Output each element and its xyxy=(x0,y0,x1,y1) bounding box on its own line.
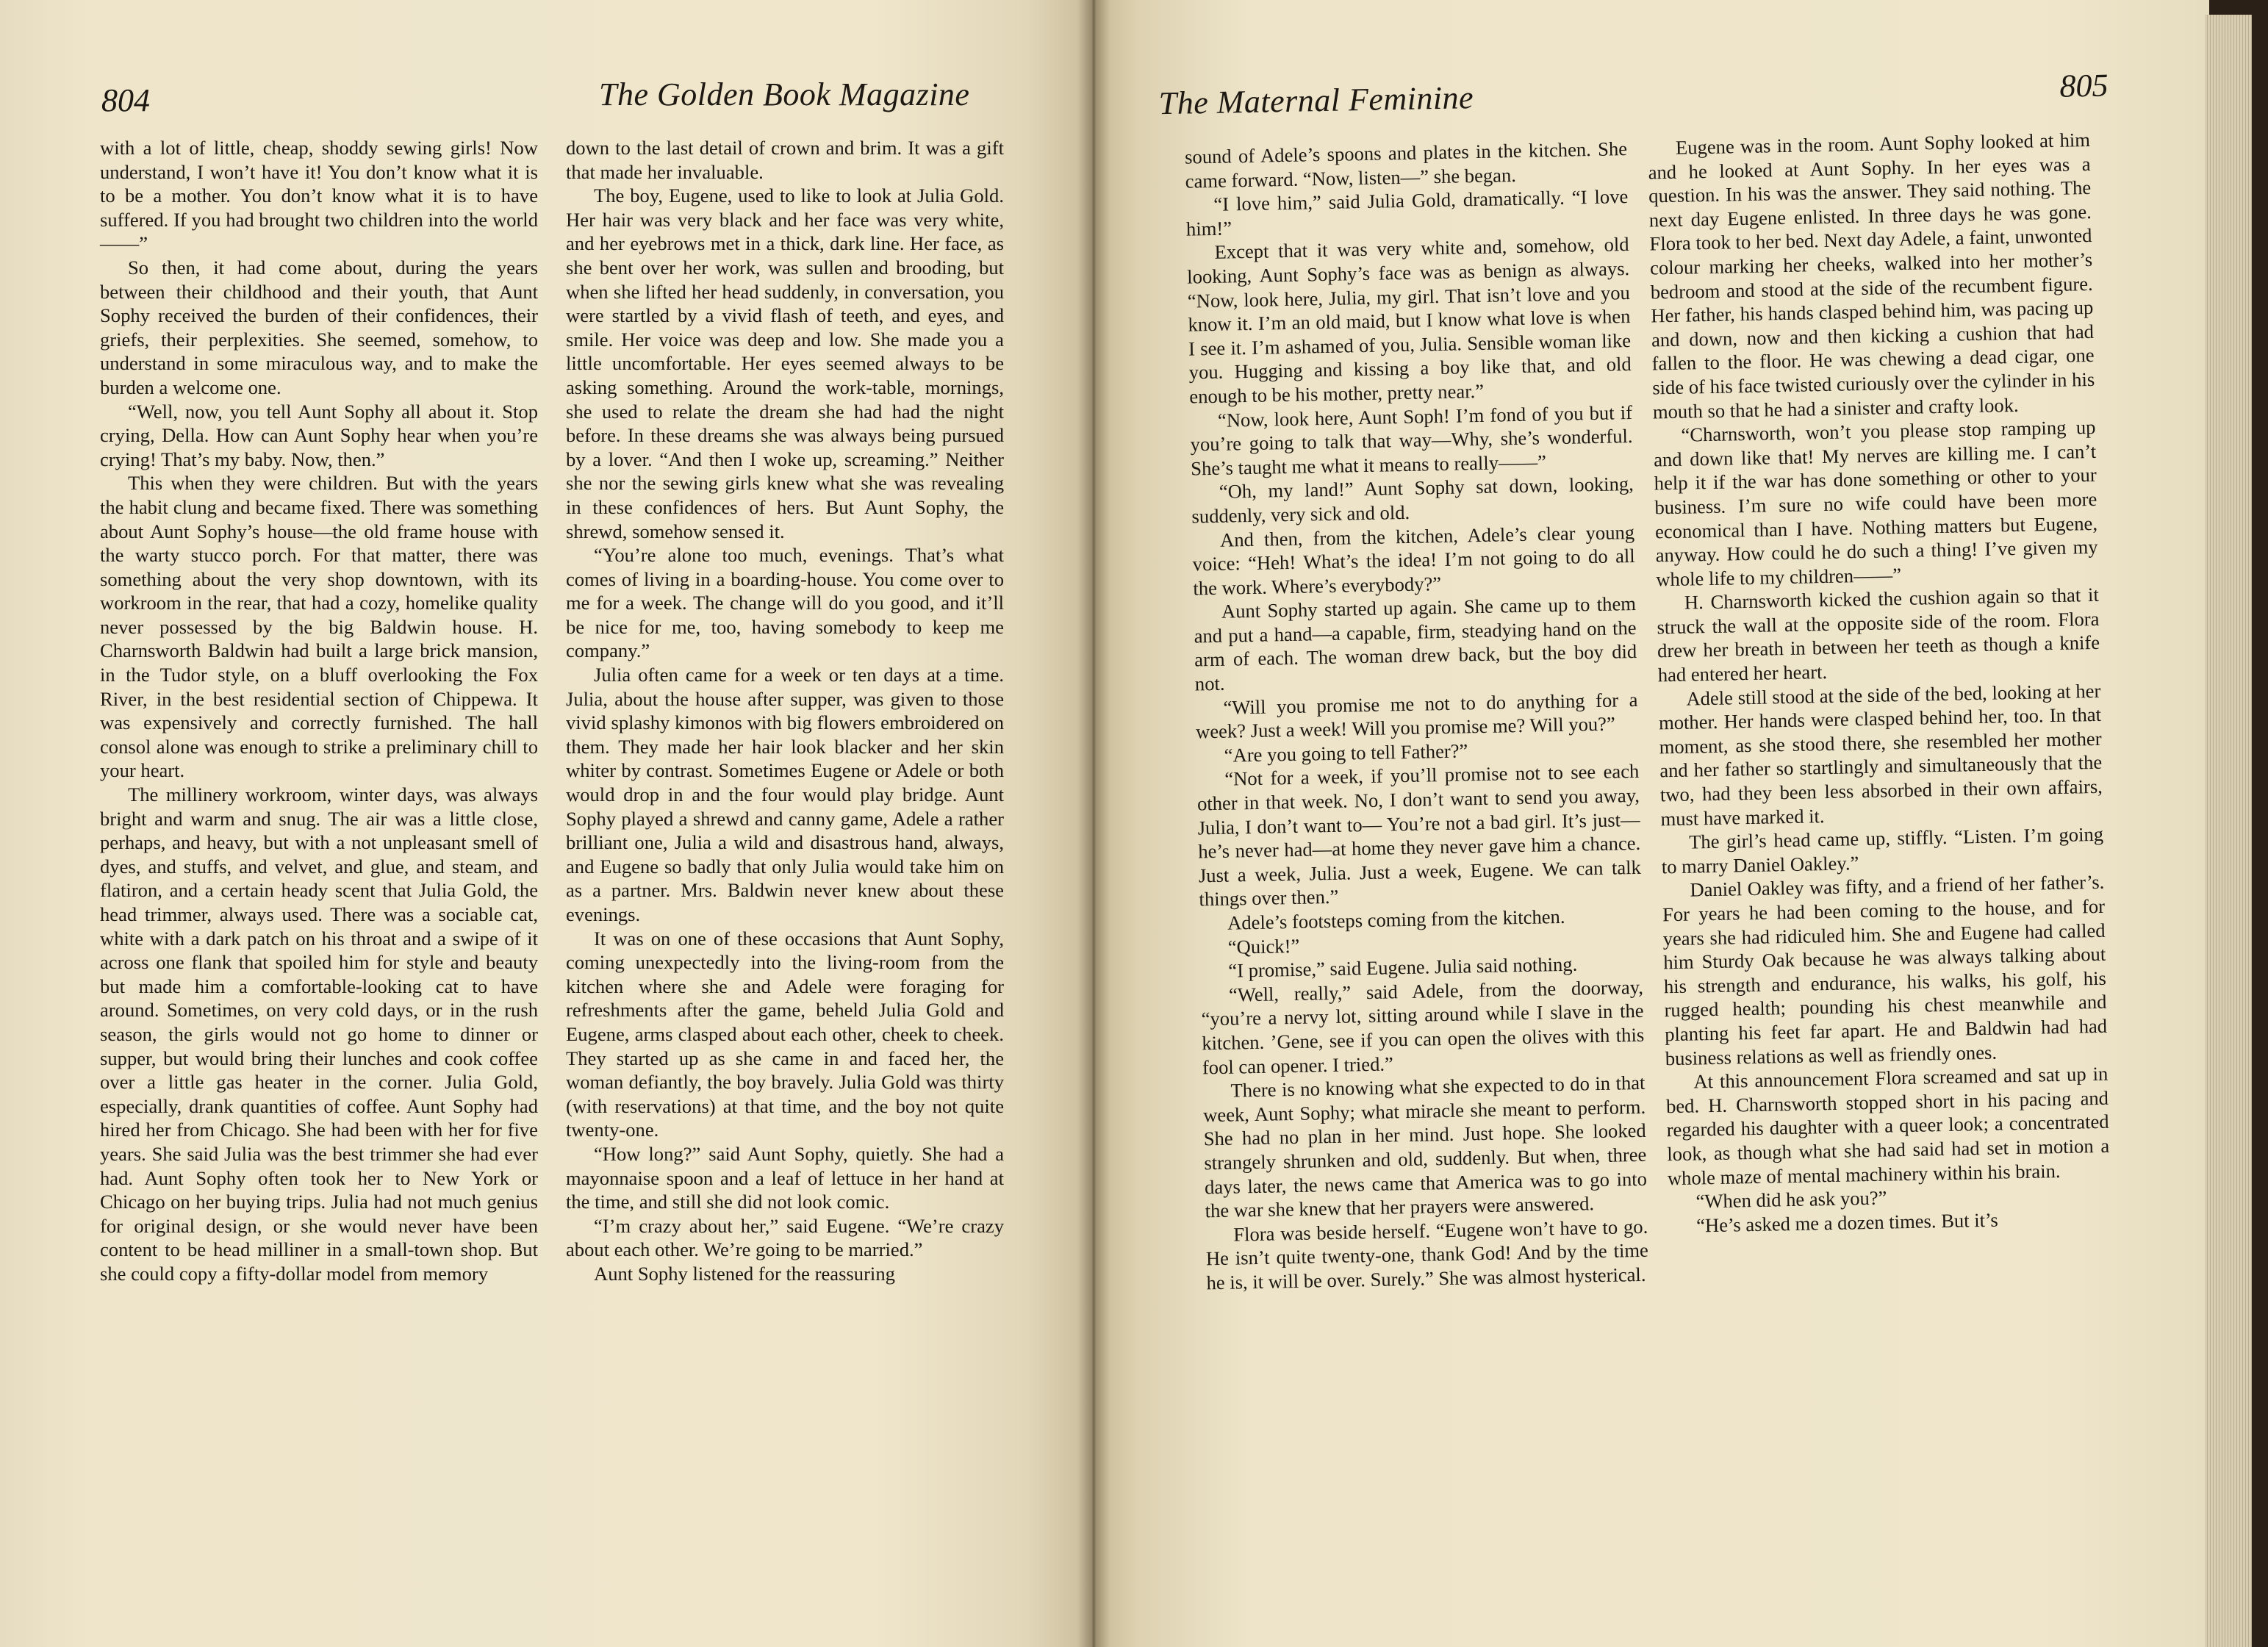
paragraph: There is no knowing what she expected to do in that week, Aunt Sophy; what miracle she meant to perform. She had no plan in her mind. Just hope. She looked strangely shrunken and old, suddenly. But when, three days later, the news came that America was to go into the war she knew that her prayers were answered. xyxy=(1202,1071,1648,1222)
paragraph: Aunt Sophy started up again. She came up to them and put a hand—a capable, firm, steadying hand on the arm of each. The woman drew back, but the boy did not. xyxy=(1194,592,1637,695)
paragraph: This when they were children. But with the years the habit clung and became fixed. There was something about Aunt Sophy’s house—the old frame house with the warty stucco porch. For that matter, there was something about the very shop downtown, with its workroom in the rear, that had a cozy, homelike quality never possessed by the big Baldwin house. H. Charnsworth Baldwin had built a large brick mansion, in the Tudor style, on a bluff overlooking the Fox River, in the best residential section of Chippewa. It was expensively and correctly furnished. The hall consol alone was enough to strike a preliminary chill to your heart. xyxy=(100,472,538,782)
right-page-column-2 xyxy=(1648,128,2111,1238)
paragraph: “When did he ask you?” xyxy=(1695,1186,1887,1213)
left-page-number: 804 xyxy=(101,82,150,118)
paragraph: “You’re alone too much, evenings. That’s what comes of living in a boarding-house. You come over to me for a week. The change will do you good, and it’ll be nice for me, too, having somebody to keep me company.” xyxy=(566,544,1004,662)
paragraph: “Well, really,” said Adele, from the doorway, “you’re a nervy lot, sitting around while I slave in the kitchen. ’Gene, see if you can open the olives with this fool can opener. I tried.” xyxy=(1201,975,1645,1078)
paragraph: “I love him,” said Julia Gold, dramatically. “I love him!” xyxy=(1185,185,1629,240)
paragraph: So then, it had come about, during the years between their childhood and their youth, that Aunt Sophy received the burden of their confidences, their griefs, their perplexities. She seemed, somehow, to understand in some miraculous way, and to make the burden a welcome one. xyxy=(100,256,538,398)
paragraph: “Oh, my land!” Aunt Sophy sat down, looking, suddenly, very sick and old. xyxy=(1191,473,1634,528)
paragraph: At this announcement Flora screamed and sat up in bed. H. Charnsworth stopped short in his pacing and regarded his daughter with a queer look; a concentrated look, as though what she had said had set in motion a whole maze of mental machinery within his brain. xyxy=(1665,1062,2110,1189)
right-page-text-block xyxy=(1092,0,2209,1647)
paragraph: Adele still stood at the side of the bed, looking at her mother. Her hands were clasped behind her, too. In that moment, as she stood there, she resembled her mother and her father so startlingly and simultaneously that the two, had they been less absorbed in their own affairs, must have marked it. xyxy=(1658,679,2103,830)
paragraph: Adele’s footsteps coming from the kitchen. xyxy=(1227,905,1565,934)
paragraph: “Well, now, you tell Aunt Sophy all about it. Stop crying, Della. How can Aunt Sophy hear when you’re crying! That’s my baby. Now, then.” xyxy=(100,400,538,470)
paragraph: “Now, look here, Aunt Soph! I’m fond of you but if you’re going to talk that way—Why, she’s wonderful. She’s taught me what it means to really——” xyxy=(1190,401,1633,480)
paragraph: “I promise,” said Eugene. Julia said nothing. xyxy=(1228,952,1578,982)
right-running-head: The Maternal Feminine xyxy=(1158,79,1474,122)
paragraph: The boy, Eugene, used to like to look at Julia Gold. Her hair was very black and her face was very white, and her eyebrows met in a thick, dark line. Her face, as she bent over her work, was sullen and brooding, but when she lifted her head suddenly, in conversation, you were startled by a vivid flash of teeth, and eyes, and smile. Her voice was deep and low. She made you a little uncomfortable. Her eyes seemed always to be asking something. Around the work-table, mornings, she used to relate the dream she had had the night before. In these dreams she was always being pursued by a lover. “And then I woke up, screaming.” Neither she nor the sewing girls knew what she was revealing in these confidences of hers. But Aunt Sophy, the shrewd, somehow sensed it. xyxy=(566,184,1004,542)
paragraph: “I’m crazy about her,” said Eugene. “We’re crazy about each other. We’re going to be married.” xyxy=(566,1214,1004,1261)
paragraph: “Are you going to tell Father?” xyxy=(1224,739,1468,767)
paragraph: “Will you promise me not to do anything for a week? Just a week! Will you promise me? Will you?” xyxy=(1195,688,1638,743)
paragraph: “Not for a week, if you’ll promise not to see each other in that week. No, I don’t want to send you away, Julia, I don’t want to— You’re not a bad girl. It’s just—he’s never had—at home they never gave him a chance. Just a week, Julia. Just a week, Eugene. We can talk things over then.” xyxy=(1196,760,1642,911)
left-page-column-1 xyxy=(100,136,538,1286)
paragraph: “Quick!” xyxy=(1227,934,1300,958)
paragraph: Aunt Sophy listened for the reassuring xyxy=(594,1262,895,1285)
paragraph: Flora was beside herself. “Eugene won’t have to go. He isn’t quite twenty-one, thank God! And by the time he is, it will be over. Surely.” She was almost hysterical. xyxy=(1205,1215,1649,1294)
paragraph: with a lot of little, cheap, shoddy sewing girls! Now understand, I won’t have it! You don’t know what it is to be a mother. You don’t know what it is to have suffered. If you had brought two children into the world——” xyxy=(100,137,538,255)
paragraph: Eugene was in the room. Aunt Sophy looked at him and he looked at Aunt Sophy. In her eyes was a question. In his was the answer. They said nothing. The next day Eugene enlisted. In three days he was gone. Flora took to her bed. Next day Adele, a faint, unwonted colour marking her cheeks, walked into her mother’s bedroom and stood at the side of the recumbent figure. Her father, his hands clasped behind him, was pacing up and down, now and then kicking a cushion that had fallen to the floor. He was chewing a dead cigar, one side of his face twisted curiously over the cylinder in his mouth so that he had a sinister and crafty look. xyxy=(1648,128,2095,423)
paragraph: Daniel Oakley was fifty, and a friend of her father’s. For years he had been coming to the house, and for years she had ridiculed him. She and Eugene had called him Sturdy Oak because he was always talking about his strength and endurance, his walks, his golf, his rugged health; pounding his chest meanwhile and planting his feet far apart. He and Baldwin had had business relations as well as friendly ones. xyxy=(1662,871,2108,1069)
paragraph: Except that it was very white and, somehow, old looking, Aunt Sophy’s face was as benign as always. “Now, look here, Julia, my girl. That isn’t love and you know it. I’m an old maid, but I know what love is when I see it. I’m ashamed of you, Julia. Sensible woman like you. Hugging and kissing a boy like that, and old enough to be his mother, pretty near.” xyxy=(1186,233,1632,408)
left-page-column-2 xyxy=(566,136,1004,1286)
paragraph: The millinery workroom, winter days, was always bright and warm and snug. The air was a little close, perhaps, and heavy, but with a not unpleasant smell of dyes, and stuffs, and velvet, and glue, and steam, and flatiron, and a certain heady scent that Julia Gold, the head trimmer, always used. There was a sociable cat, white with a dark patch on his throat and a swipe of it across one flank that spoiled him for style and beauty but made him a comfortable-looking cat to have around. Sometimes, on very cold days, or in the rush season, the girls would not go home to dinner or supper, but would bring their lunches and cook coffee over a little gas heater in the corner. Julia Gold, especially, drank quantities of coffee. Aunt Sophy had hired her from Chicago. She had been with her for five years. She said Julia was the best trimmer she had ever had. Aunt Sophy often took her to New York or Chicago on her buying trips. Julia had not much genius for original design, or she would never have been content to be head milliner in a small-town shop. But she could copy a fifty-dollar model from memory xyxy=(100,783,538,1285)
paragraph: “How long?” said Aunt Sophy, quietly. She had a mayonnaise spoon and a leaf of lettuce in her hand at the time, and still she did not look comic. xyxy=(566,1142,1004,1213)
paragraph: sound of Adele’s spoons and plates in the kitchen. She came forward. “Now, listen—” she began. xyxy=(1184,137,1628,193)
right-page xyxy=(1092,0,2209,1647)
paragraph: It was on one of these occasions that Aunt Sophy, coming unexpectedly into the living-room from the kitchen where she and Adele were foraging for refreshments after the game, beheld Julia Gold and Eugene, arms clasped about each other, cheek to cheek. They started up as she came in and faced her, the woman defiantly, the boy bravely. Julia Gold was thirty (with reservations) at that time, and the boy not quite twenty-one. xyxy=(566,927,1004,1141)
paragraph: down to the last detail of crown and brim. It was a gift that made her invaluable. xyxy=(566,137,1004,183)
right-page-column-1 xyxy=(1185,137,1649,1295)
left-page xyxy=(0,0,1092,1647)
paragraph: “He’s asked me a dozen times. But it’s xyxy=(1695,1208,1999,1237)
page-edges xyxy=(2205,15,2268,1647)
paragraph: And then, from the kitchen, Adele’s clear young voice: “Heh! What’s the idea! I’m not going to do all the work. Where’s everybody?” xyxy=(1192,520,1635,600)
paragraph: Julia often came for a week or ten days at a time. Julia, about the house after supper, was given to those vivid splashy kimonos with big flowers embroidered on them. They made her hair look blacker and her skin whiter by contrast. Sometimes Eugene or Adele or both would drop in and the four would play bridge. Aunt Sophy played a shrewd and canny game, Adele a rather brilliant one, Julia a wild and disastrous hand, always, and Eugene so badly that only Julia would take him on as a partner. Mrs. Baldwin never knew about these evenings. xyxy=(566,664,1004,925)
paragraph: The girl’s head came up, stiffly. “Listen. I’m going to marry Daniel Oakley.” xyxy=(1661,823,2104,878)
book-gutter xyxy=(1077,0,1110,1647)
right-page-number: 805 xyxy=(2059,67,2109,104)
paragraph: H. Charnsworth kicked the cushion again so that it struck the wall at the opposite side of the room. Flora drew her breath in between her teeth as though a knife had entered her heart. xyxy=(1657,584,2100,686)
paragraph: “Charnsworth, won’t you please stop ramping up and down like that! My nerves are killing me. I can’t help it if the war has done something or other to your business. I’m sure no wife could have been more economical than I have. Nothing matters but Eugene, anyway. How could he do such a thing! I’ve given my whole life to my children——” xyxy=(1653,416,2098,591)
left-running-head: The Golden Book Magazine xyxy=(599,76,970,112)
